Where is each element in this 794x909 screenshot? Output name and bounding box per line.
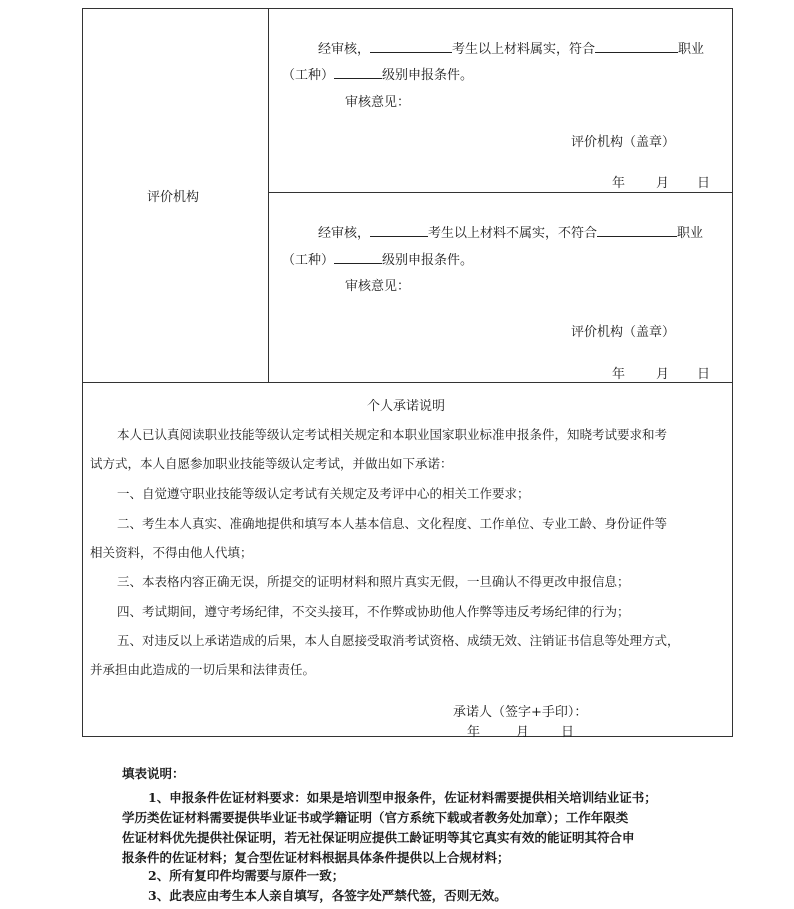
pass-date-year: 年 — [612, 176, 626, 191]
pass-line-1: 经审核， 考生以上材料属实，符合 职业 — [318, 38, 704, 57]
fail-date-month: 月 — [656, 367, 670, 382]
fail-level-blank[interactable] — [334, 250, 382, 264]
note-1c: 佐证材料优先提供社保证明，若无社保证明应提供工龄证明等其它真实有效的能证明其符合申 — [122, 830, 635, 845]
eval-org-label: 评价机构 — [147, 190, 200, 205]
pledge-item-4: 四、考试期间，遵守考场纪律，不交头接耳，不作弊或协助他人作弊等违反考场纪律的行为； — [117, 604, 630, 619]
note-1a: 1、申报条件佐证材料要求：如果是培训型申报条件，佐证材料需要提供相关培训结业证书； — [148, 790, 657, 805]
row-divider-middle — [268, 192, 732, 193]
pass-level-blank[interactable] — [334, 65, 382, 79]
pledge-title: 个人承诺说明 — [367, 399, 446, 414]
pass-seal-label: 评价机构（盖章） — [571, 135, 676, 150]
fail-occupation-blank[interactable] — [597, 223, 677, 237]
audit-table — [82, 8, 733, 737]
pledge-para-1b: 试方式，本人自愿参加职业技能等级认定考试，并做出如下承诺： — [90, 456, 453, 471]
pledge-item-2a: 二、考生本人真实、准确地提供和填写本人基本信息、文化程度、工作单位、专业工龄、身份证件等 — [117, 516, 668, 531]
pass-reviewer-blank[interactable] — [370, 39, 452, 53]
pass-date-month: 月 — [656, 176, 670, 191]
pledge-para-1a: 本人已认真阅读职业技能等级认定考试相关规定和本职业国家职业标准申报条件，知晓考试要求和考 — [117, 427, 668, 442]
fail-line-1: 经审核， 考生以上材料不属实，不符合 职业 — [318, 222, 703, 241]
column-divider — [268, 9, 269, 382]
note-1d: 报条件的佐证材料；复合型佐证材料根据具体条件提供以上合规材料； — [122, 850, 510, 865]
fail-seal-label: 评价机构（盖章） — [571, 325, 676, 340]
pledge-item-5b: 并承担由此造成的一切后果和法律责任。 — [90, 662, 316, 677]
note-2: 2、所有复印件均需要与原件一致； — [148, 868, 345, 883]
pass-occupation-blank[interactable] — [595, 39, 678, 53]
pledge-signer-label: 承诺人（签字+手印）： — [453, 705, 588, 720]
pass-line-2: （工种） 级别申报条件。 — [282, 64, 473, 83]
notes-title: 填表说明： — [122, 766, 185, 781]
pledge-item-3: 三、本表格内容正确无误，所提交的证明材料和照片真实无假，一旦确认不得更改申报信息； — [117, 574, 630, 589]
row-divider-pledge — [83, 382, 732, 383]
pledge-item-2b: 相关资料，不得由他人代填； — [90, 545, 253, 560]
pledge-date-year: 年 — [467, 725, 481, 740]
pledge-date-day: 日 — [561, 725, 575, 740]
fail-opinion-label: 审核意见： — [345, 279, 411, 294]
pass-opinion-label: 审核意见： — [345, 95, 411, 110]
note-1b: 学历类佐证材料需要提供毕业证书或学籍证明（官方系统下载或者教务处加章）；工作年限类 — [122, 810, 629, 825]
pledge-item-1: 一、自觉遵守职业技能等级认定考试有关规定及考评中心的相关工作要求； — [117, 486, 530, 501]
pledge-item-5a: 五、对违反以上承诺造成的后果，本人自愿接受取消考试资格、成绩无效、注销证书信息等处理方式， — [117, 633, 680, 648]
pass-date-day: 日 — [697, 176, 711, 191]
fail-reviewer-blank[interactable] — [370, 223, 428, 237]
pledge-date-month: 月 — [516, 725, 530, 740]
fail-line-2: （工种） 级别申报条件。 — [282, 249, 473, 268]
fail-date-year: 年 — [612, 367, 626, 382]
note-3: 3、此表应由考生本人亲自填写，各签字处严禁代签，否则无效。 — [148, 888, 507, 903]
fail-date-day: 日 — [697, 367, 711, 382]
